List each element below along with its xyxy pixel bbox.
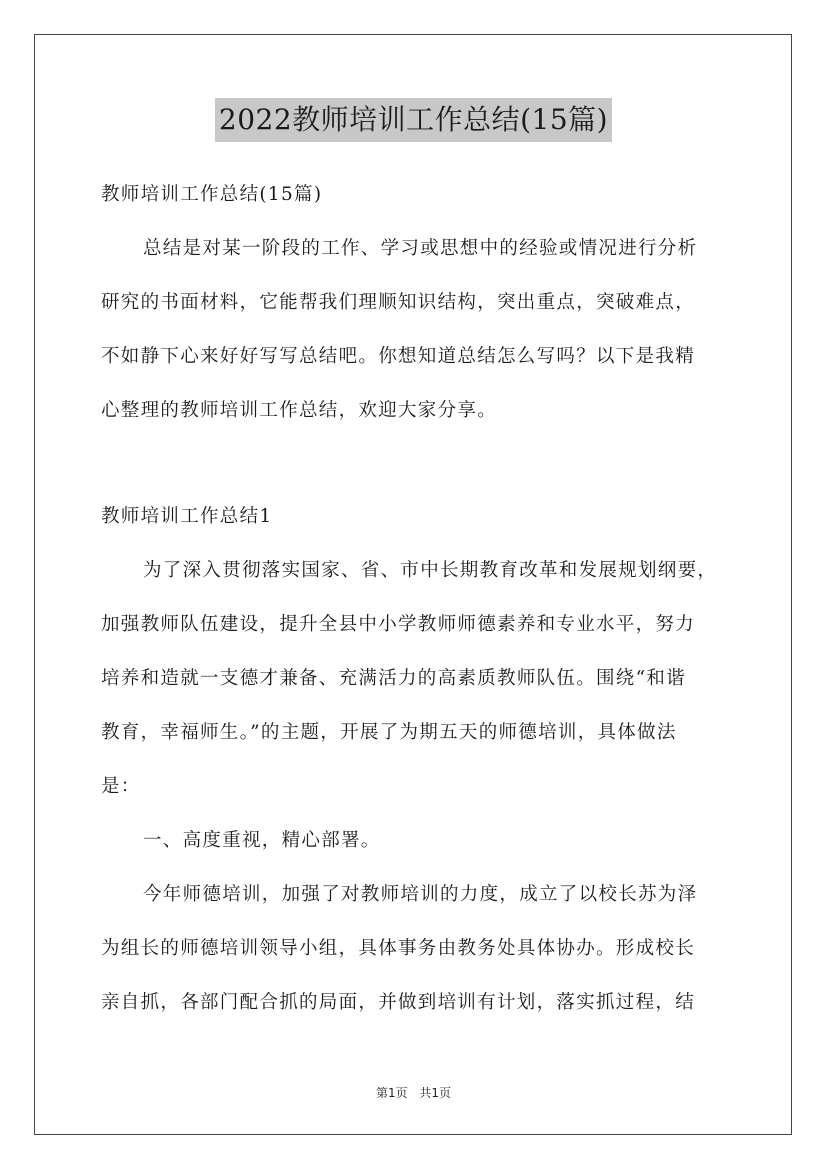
para1-line: 培养和造就一支德才兼备、充满活力的高素质教师队伍。围绕“和谐 [101,668,686,689]
intro-line: 研究的书面材料，它能帮我们理顺知识结构，突出重点，突破难点， [101,292,696,313]
para1-line: 教育，幸福师生。”的主题，开展了为期五天的师德培训，具体做法 [101,722,677,743]
para1-line: 是： [101,776,141,797]
intro-line: 心整理的教师培训工作总结，欢迎大家分享。 [101,400,498,421]
para1-line: 为了深入贯彻落实国家、省、市中长期教育改革和发展规划纲要， [143,560,718,581]
title-container [0,98,827,142]
para2-line: 今年师德培训，加强了对教师培训的力度，成立了以校长苏为泽 [143,884,698,905]
document-body [101,180,733,1042]
document-subtitle: 教师培训工作总结(15篇) [101,184,323,205]
paragraph-gap [101,450,733,502]
intro-line: 不如静下心来好好写写总结吧。你想知道总结怎么写吗？以下是我精 [101,346,696,367]
document-title: 2022教师培训工作总结(15篇) [215,98,612,142]
page-total: 共1页 [419,1086,452,1100]
page-number: 第1页 [375,1086,408,1100]
intro-line: 总结是对某一阶段的工作、学习或思想中的经验或情况进行分析 [143,238,698,259]
para2-line: 为组长的师德培训领导小组，具体事务由教务处具体协办。形成校长 [101,938,696,959]
section-heading: 教师培训工作总结1 [101,506,273,527]
para1-line: 加强教师队伍建设，提升全县中小学教师师德素养和专业水平，努力 [101,614,696,635]
para2-line: 亲自抓，各部门配合抓的局面，并做到培训有计划，落实抓过程，结 [101,992,696,1013]
page-footer [0,1084,827,1101]
point-heading: 一、高度重视，精心部署。 [143,830,381,851]
